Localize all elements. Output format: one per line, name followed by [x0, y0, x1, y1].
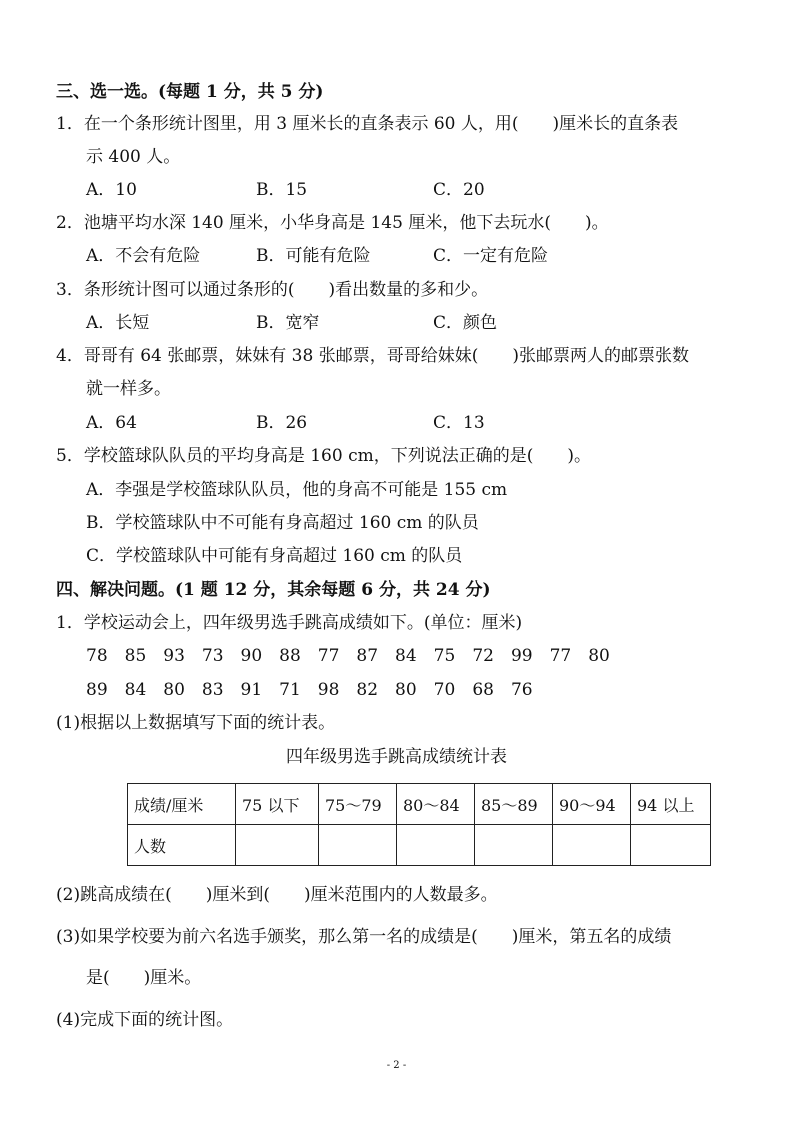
table-header-cell: 85～89 [475, 784, 553, 825]
q3-option-b: B．宽窄 [256, 313, 320, 333]
q2-option-b: B．可能有危险 [256, 246, 371, 266]
data-row-2: 89 84 80 83 91 71 98 82 80 70 68 76 [86, 680, 533, 700]
page-number: - 2 - [386, 1060, 407, 1071]
section3-title: 三、选一选。(每题 1 分，共 5 分) [56, 82, 324, 102]
answer-cell[interactable] [553, 825, 631, 866]
q1-option-a: A．10 [86, 180, 137, 200]
data-row-1: 78 85 93 73 90 88 77 87 84 75 72 99 77 80 [86, 646, 610, 666]
q5-option-c: C．学校篮球队中可能有身高超过 160 cm 的队员 [86, 546, 463, 566]
table-title: 四年级男选手跳高成绩统计表 [286, 747, 507, 767]
q4-text: 4．哥哥有 64 张邮票，妹妹有 38 张邮票，哥哥给妹妹( )张邮票两人的邮票张数 [56, 346, 689, 366]
q3-option-c: C．颜色 [433, 313, 498, 333]
section4-title: 四、解决问题。(1 题 12 分，其余每题 6 分，共 24 分) [56, 580, 491, 600]
q1-text-cont: 示 400 人。 [86, 147, 181, 167]
table-header-cell: 75～79 [319, 784, 397, 825]
part2-text: (2)跳高成绩在( )厘米到( )厘米范围内的人数最多。 [56, 885, 498, 905]
table-header-cell: 75 以下 [236, 784, 319, 825]
q2-text: 2．池塘平均水深 140 厘米，小华身高是 145 厘米，他下去玩水( )。 [56, 213, 609, 233]
table-row-label: 人数 [128, 825, 236, 866]
q1-option-c: C．20 [433, 180, 485, 200]
answer-cell[interactable] [631, 825, 711, 866]
q5-text: 5．学校篮球队队员的平均身高是 160 cm，下列说法正确的是( )。 [56, 446, 591, 466]
part1-text: (1)根据以上数据填写下面的统计表。 [56, 713, 336, 733]
stats-table [127, 783, 711, 866]
answer-cell[interactable] [475, 825, 553, 866]
s4-q1-text: 1．学校运动会上，四年级男选手跳高成绩如下。(单位：厘米) [56, 613, 523, 633]
q5-option-a: A．李强是学校篮球队队员，他的身高不可能是 155 cm [86, 480, 508, 500]
q1-option-b: B．15 [256, 180, 308, 200]
q2-option-c: C．一定有危险 [433, 246, 549, 266]
table-header-cell: 94 以上 [631, 784, 711, 825]
q5-option-b: B．学校篮球队中不可能有身高超过 160 cm 的队员 [86, 513, 479, 533]
table-header-cell: 90～94 [553, 784, 631, 825]
q2-option-a: A．不会有危险 [86, 246, 201, 266]
table-header-cell: 成绩/厘米 [128, 784, 236, 825]
q3-text: 3．条形统计图可以通过条形的( )看出数量的多和少。 [56, 280, 489, 300]
q1-text: 1．在一个条形统计图里，用 3 厘米长的直条表示 60 人，用( )厘米长的直条表 [56, 114, 679, 134]
answer-cell[interactable] [397, 825, 475, 866]
q4-option-b: B．26 [256, 413, 308, 433]
q4-text-cont: 就一样多。 [86, 379, 171, 399]
table-row [128, 825, 711, 866]
answer-cell[interactable] [236, 825, 319, 866]
q4-option-a: A．64 [86, 413, 137, 433]
answer-cell[interactable] [319, 825, 397, 866]
part3-text-cont: 是( )厘米。 [86, 968, 202, 988]
table-header-row [128, 784, 711, 825]
table-header-cell: 80～84 [397, 784, 475, 825]
part3-text: (3)如果学校要为前六名选手颁奖，那么第一名的成绩是( )厘米，第五名的成绩 [56, 927, 672, 947]
q3-option-a: A．长短 [86, 313, 150, 333]
part4-text: (4)完成下面的统计图。 [56, 1010, 234, 1030]
q4-option-c: C．13 [433, 413, 485, 433]
